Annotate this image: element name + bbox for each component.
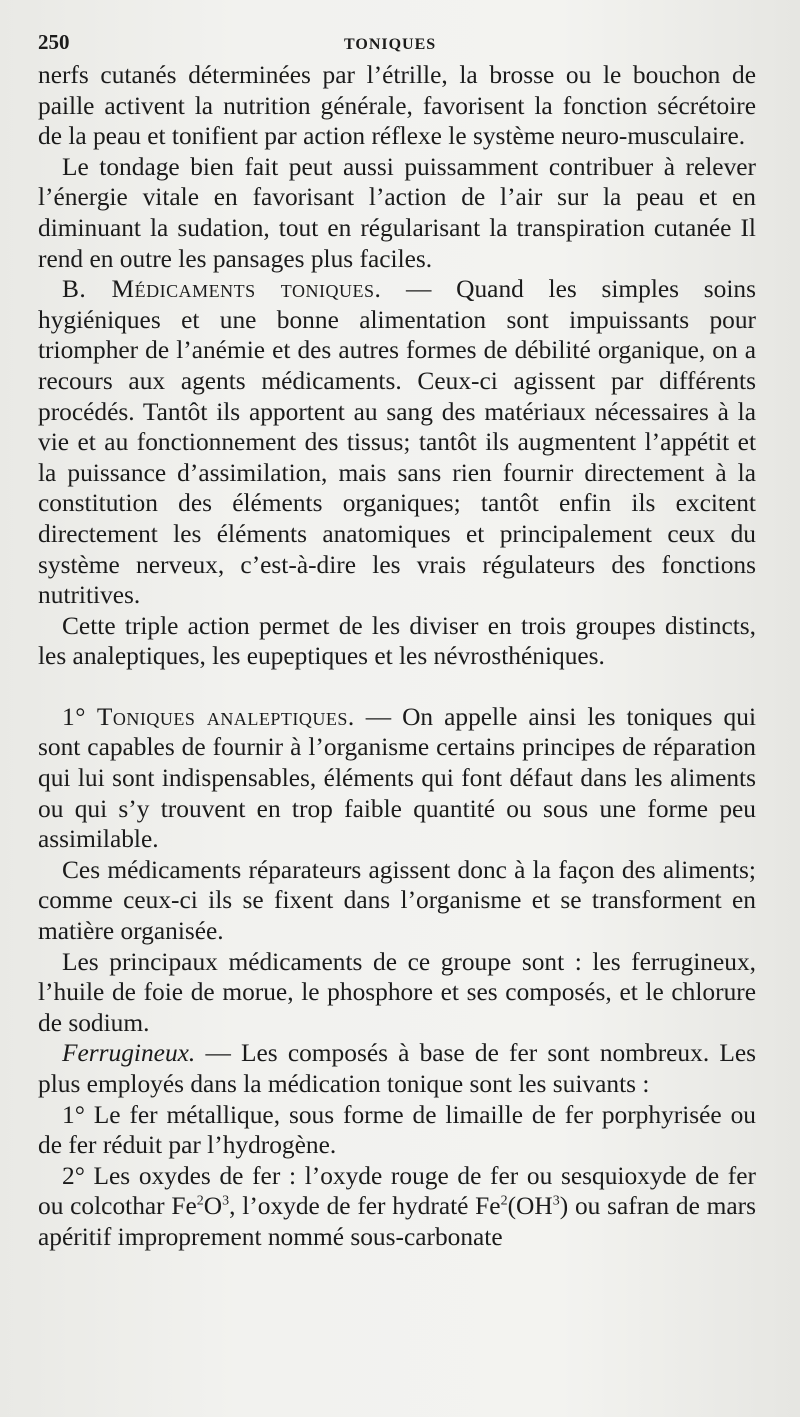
- formula-superscript: 2: [196, 1193, 204, 1209]
- paragraph-continuation: nerfs cutanés déterminées par l’étrille, la brosse ou le bouchon de paille activent la nutrition générale, favorisent la fonction sécrétoire de la peau et tonifient par action réflexe le système neuro-musculaire.: [38, 61, 756, 151]
- paragraph-ferrugineux: [38, 1038, 756, 1099]
- paragraph-text: — On appelle ainsi les toniques qui sont capables de fournir à l’organisme certains principes de réparation qui lui sont indispensables, éléments qui font défaut dans les aliments ou qui s’y trouvent en trop faible quantité ou sous une forme peu assimilable.: [38, 702, 756, 854]
- subheading-ferrugineux: Ferrugineux.: [62, 1039, 196, 1068]
- page-body: [38, 60, 756, 1253]
- text-fragment: (OH: [507, 1192, 553, 1221]
- list-item-fer-metallique: 1° Le fer métallique, sous forme de limaille de fer porphyrisée ou de fer réduit par l’hydrogène.: [38, 1100, 756, 1160]
- paragraph-medicaments-toniques: [38, 274, 756, 611]
- page-header: [38, 30, 756, 60]
- paragraph-reparateurs: Ces médicaments réparateurs agissent donc à la façon des aliments; comme ceux-ci ils se fixent dans l’organisme et se transforment en matière organisée.: [38, 855, 756, 946]
- text-fragment: ) ou safran de mars apéritif improprement nommé sous-carbonate: [38, 1192, 756, 1251]
- formula-superscript: 3: [552, 1193, 560, 1209]
- page-number: 250: [38, 30, 70, 54]
- list-item-oxydes-de-fer: [38, 1161, 756, 1253]
- section-heading-analeptiques: 1° Toniques analeptiques.: [62, 702, 355, 731]
- text-fragment: O: [203, 1192, 223, 1221]
- section-heading-medicaments: B. Médicaments toniques.: [62, 275, 382, 304]
- text-fragment: , l’oxyde de fer hydraté Fe: [229, 1192, 501, 1221]
- paragraph-text: — Quand les simples soins hygiéniques et une bonne alimentation sont impuissants pour triompher de l’anémie et des autres formes de débilité organique, on a recours aux agents médicaments. Ceux-ci agissent par différents procédés. Tantôt ils apportent au sang des matériaux nécessaires à la vie et au fonctionnement des tissus; tantôt ils augmentent l’appétit et la puissance d’assimilation, mais sans rien fournir directement à la constitution des éléments organiques; tantôt enfin ils excitent directement les éléments anatomiques et principalement ceux du système nerveux, c’est-à-dire les vrais régulateurs des fonctions nutritives.: [38, 275, 756, 610]
- paragraph-principaux: Les principaux médicaments de ce groupe sont : les ferrugineux, l’huile de foie de morue, le phosphore et ses composés, et le chlorure de sodium.: [38, 947, 756, 1037]
- formula-superscript: 2: [500, 1193, 508, 1209]
- text-fragment: 2° Les oxydes de fer : l’oxyde rouge de fer ou sesquioxyde de fer ou colcothar Fe: [38, 1161, 756, 1221]
- paragraph-tondage: Le tondage bien fait peut aussi puissamment contribuer à relever l’énergie vitale en favorisant l’action de l’air sur la peau et en diminuant la sudation, tout en régularisant la transpiration cutanée Il rend en outre les pansages plus faciles.: [38, 152, 756, 273]
- section-gap: [38, 672, 756, 702]
- running-title: TONIQUES: [344, 36, 437, 53]
- formula-superscript: 3: [222, 1193, 230, 1209]
- paragraph-text: — Les composés à base de fer sont nombreux. Les plus employés dans la médication tonique sont les suivants :: [38, 1039, 756, 1098]
- paragraph-triple-action: Cette triple action permet de les diviser en trois groupes distincts, les analeptiques, les eupeptiques et les névrosthéniques.: [38, 611, 756, 671]
- paragraph-analeptiques: [38, 702, 756, 855]
